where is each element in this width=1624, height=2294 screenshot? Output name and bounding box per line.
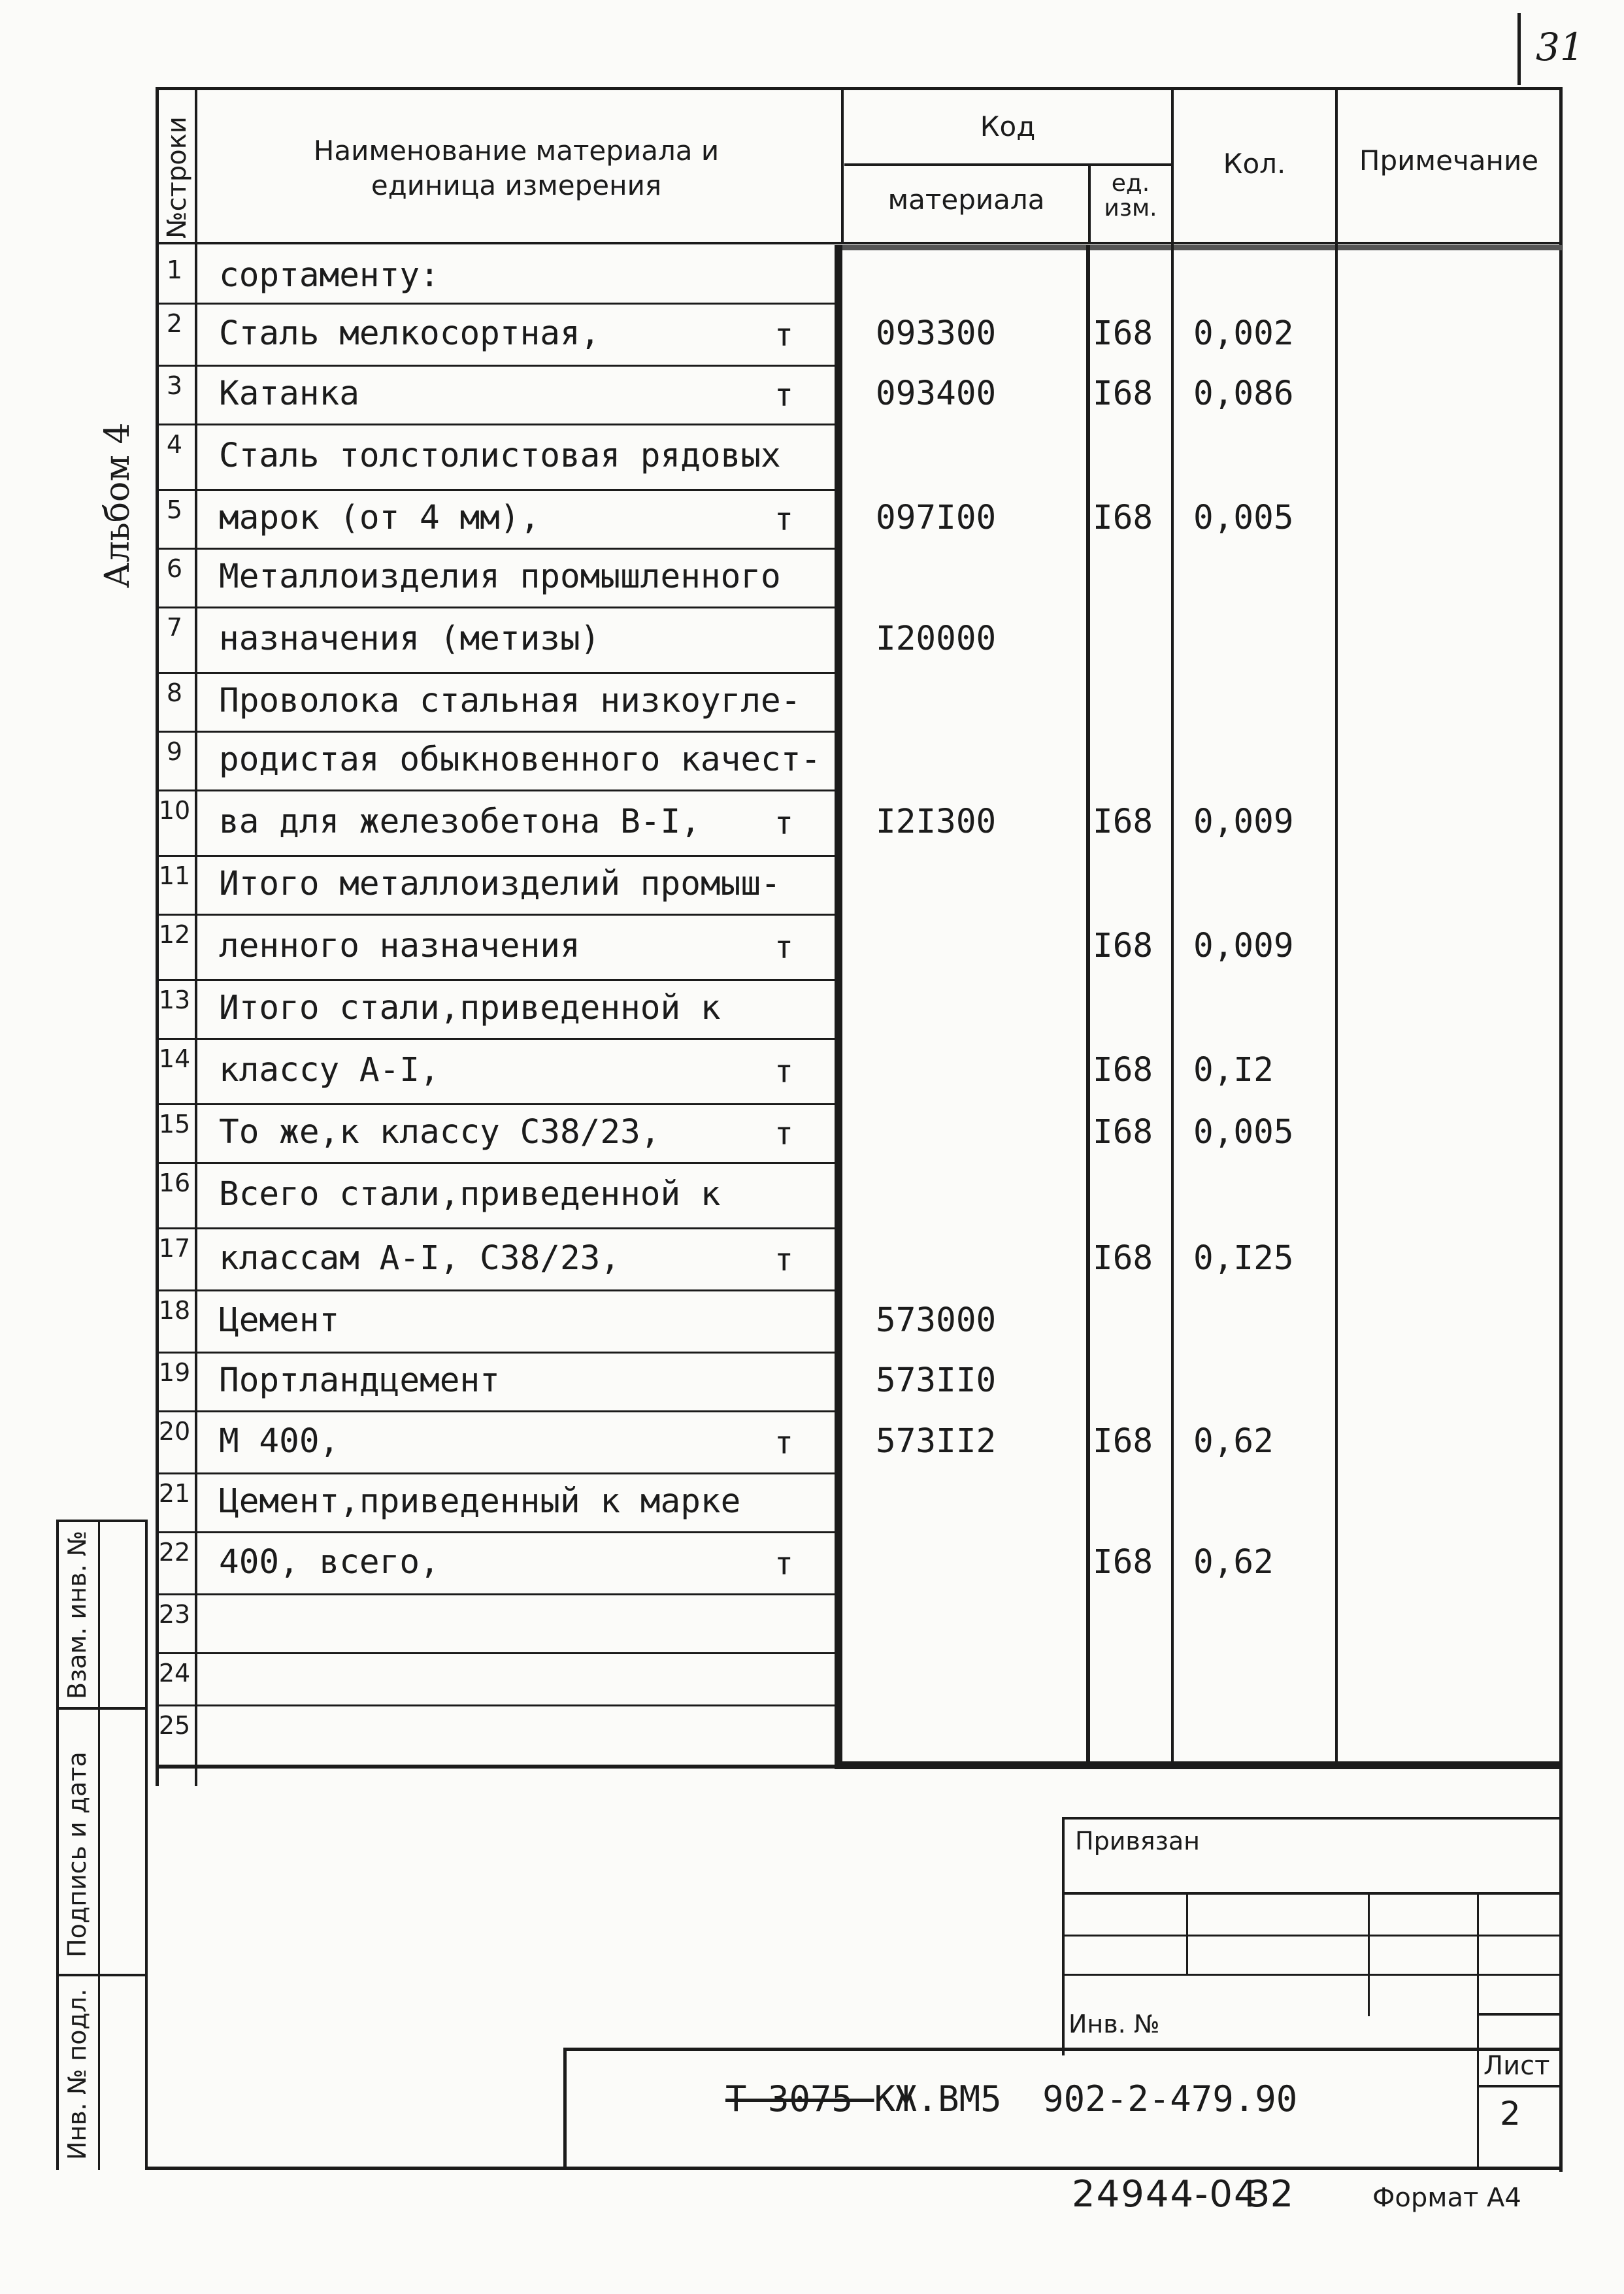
- sheet-number-top: 31: [1536, 25, 1584, 69]
- doc-number: 902-2-479.90: [1042, 2078, 1298, 2119]
- header-name: Наименование материала и единица измерения: [313, 135, 720, 201]
- row-name: Катанка: [219, 374, 359, 413]
- row-name: ва для железобетона В-I,: [219, 803, 701, 841]
- header-unit: ед. изм.: [1104, 170, 1157, 222]
- row-number: 20: [158, 1417, 191, 1446]
- header-qty: Кол.: [1223, 148, 1286, 180]
- row-divider: [156, 1472, 196, 1474]
- row-divider: [156, 548, 196, 550]
- stamp-privyazan: Привязан: [1075, 1827, 1200, 1855]
- row-code: I20000: [876, 620, 997, 658]
- row-name: Портландцемент: [219, 1361, 500, 1400]
- row-number: 19: [158, 1358, 191, 1387]
- row-divider: [195, 548, 838, 550]
- row-name: классам А-I, С38/23,: [219, 1239, 621, 1278]
- album-label: Альбом 4: [98, 422, 137, 588]
- row-number: 17: [158, 1234, 191, 1263]
- stamp-list-value: 2: [1500, 2095, 1521, 2133]
- row-name: 400, всего,: [219, 1543, 440, 1582]
- row-name: классу А-I,: [219, 1051, 440, 1089]
- row-divider: [195, 607, 838, 608]
- row-divider: [195, 790, 838, 791]
- stamp-list-label: Лист: [1483, 2051, 1550, 2081]
- row-divider: [195, 672, 838, 674]
- row-name: Итого стали,приведенной к: [219, 989, 721, 1027]
- row-divider: [156, 303, 196, 305]
- row-divider: [156, 1103, 196, 1105]
- row-number: 5: [166, 495, 183, 524]
- doc-code-struck: Т 3075: [725, 2078, 874, 2119]
- row-number: 2: [166, 309, 183, 338]
- row-number: 18: [158, 1296, 191, 1325]
- row-divider: [195, 1593, 838, 1595]
- row-divider: [195, 1038, 838, 1040]
- row-name: Цемент,приведенный к марке: [219, 1482, 741, 1521]
- side-vzam-inv: Взам. инв. №: [63, 1530, 91, 1699]
- row-qty: 0,I25: [1193, 1239, 1294, 1278]
- row-divider: [156, 1765, 196, 1767]
- row-unit-code: I68: [1093, 374, 1153, 413]
- row-name: Итого металлоизделий промыш-: [219, 865, 781, 903]
- row-code: 573II0: [876, 1361, 997, 1400]
- row-number: 8: [166, 678, 183, 707]
- row-divider: [156, 914, 196, 916]
- row-unit: т: [774, 1242, 793, 1278]
- row-name: Сталь толстолистовая рядовых: [219, 437, 781, 475]
- row-divider: [156, 1593, 196, 1595]
- row-name: марок (от 4 мм),: [219, 499, 540, 537]
- row-divider: [195, 1162, 838, 1164]
- row-number: 9: [166, 737, 183, 766]
- row-divider: [156, 979, 196, 981]
- row-divider: [195, 1531, 838, 1533]
- row-qty: 0,62: [1193, 1422, 1274, 1461]
- row-name: ленного назначения: [219, 927, 580, 965]
- row-number: 1: [166, 256, 183, 284]
- row-divider: [195, 424, 838, 425]
- row-divider: [156, 672, 196, 674]
- row-name: М 400,: [219, 1422, 340, 1461]
- row-unit-code: I68: [1093, 1051, 1153, 1089]
- row-unit: т: [774, 1054, 793, 1090]
- row-qty: 0,002: [1193, 314, 1294, 353]
- row-number: 13: [158, 986, 191, 1014]
- row-code: 093400: [876, 374, 997, 413]
- row-unit-code: I68: [1093, 1113, 1153, 1152]
- row-unit: т: [774, 377, 793, 414]
- row-number: 6: [166, 554, 183, 583]
- row-divider: [195, 1652, 838, 1654]
- row-divider: [195, 979, 838, 981]
- row-divider: [195, 731, 838, 733]
- row-code: 573II2: [876, 1422, 997, 1461]
- row-divider: [195, 1103, 838, 1105]
- row-unit: т: [774, 805, 793, 842]
- row-number: 4: [166, 430, 183, 459]
- row-unit: т: [774, 1546, 793, 1582]
- row-unit-code: I68: [1093, 803, 1153, 841]
- row-unit-code: I68: [1093, 314, 1153, 353]
- row-divider: [195, 1472, 838, 1474]
- row-divider: [195, 303, 838, 305]
- row-divider: [195, 1289, 838, 1291]
- row-code: I2I300: [876, 803, 997, 841]
- row-divider: [156, 1652, 196, 1654]
- row-divider: [156, 731, 196, 733]
- row-name: родистая обыкновенного качест-: [219, 740, 821, 779]
- archive-page: 32: [1247, 2173, 1294, 2216]
- archive-number: 24944-04: [1072, 2173, 1259, 2216]
- row-qty: 0,086: [1193, 374, 1294, 413]
- doc-code-rest: КЖ.ВМ5: [874, 2078, 1002, 2119]
- doc-code: [725, 2078, 1297, 2119]
- row-name: Металлоизделия промышленного: [219, 557, 781, 596]
- header-code: Код: [980, 110, 1036, 142]
- row-divider: [156, 790, 196, 791]
- row-code: 097I00: [876, 499, 997, 537]
- row-qty: 0,009: [1193, 803, 1294, 841]
- header-material: материала: [887, 184, 1045, 216]
- row-code: 573000: [876, 1301, 997, 1340]
- row-unit: т: [774, 1116, 793, 1152]
- row-number: 11: [158, 861, 191, 890]
- row-divider: [156, 1038, 196, 1040]
- row-divider: [195, 1227, 838, 1229]
- row-number: 22: [158, 1538, 191, 1567]
- row-divider: [156, 1352, 196, 1354]
- stamp-inv-no: Инв. №: [1069, 2010, 1160, 2038]
- row-number: 24: [158, 1659, 191, 1687]
- side-inv-podl: Инв. № подл.: [63, 1988, 91, 2160]
- row-number: 7: [166, 613, 183, 642]
- row-divider: [195, 1410, 838, 1412]
- row-unit: т: [774, 1425, 793, 1461]
- row-divider: [156, 424, 196, 425]
- row-divider: [195, 1352, 838, 1354]
- row-unit-code: I68: [1093, 1422, 1153, 1461]
- row-divider: [195, 1765, 838, 1767]
- row-divider: [195, 914, 838, 916]
- row-number: 21: [158, 1479, 191, 1508]
- row-number: 12: [158, 920, 191, 949]
- row-divider: [195, 365, 838, 367]
- format-label: Формат А4: [1372, 2183, 1521, 2213]
- row-qty: 0,009: [1193, 927, 1294, 965]
- row-number: 23: [158, 1600, 191, 1629]
- row-divider: [156, 1531, 196, 1533]
- row-code: 093300: [876, 314, 997, 353]
- row-divider: [195, 1704, 838, 1706]
- row-number: 25: [158, 1711, 191, 1740]
- row-name: То же,к классу С38/23,: [219, 1113, 661, 1152]
- row-divider: [156, 365, 196, 367]
- row-unit-code: I68: [1093, 499, 1153, 537]
- row-unit: т: [774, 317, 793, 354]
- row-name: сортаменту:: [219, 256, 440, 295]
- side-podpis-data: Подпись и дата: [63, 1752, 91, 1957]
- row-divider: [156, 1162, 196, 1164]
- row-name: Сталь мелкосортная,: [219, 314, 601, 353]
- row-number: 16: [158, 1169, 191, 1197]
- row-number: 3: [166, 371, 183, 400]
- row-qty: 0,I2: [1193, 1051, 1274, 1089]
- row-number: 15: [158, 1110, 191, 1139]
- row-qty: 0,62: [1193, 1543, 1274, 1582]
- row-divider: [195, 855, 838, 857]
- row-divider: [156, 1289, 196, 1291]
- row-divider: [156, 855, 196, 857]
- row-divider: [156, 1704, 196, 1706]
- row-name: Проволока стальная низкоугле-: [219, 682, 801, 720]
- row-divider: [195, 489, 838, 491]
- row-number: 10: [158, 796, 191, 825]
- header-note: Примечание: [1359, 144, 1539, 176]
- row-unit-code: I68: [1093, 927, 1153, 965]
- row-name: назначения (метизы): [219, 620, 601, 658]
- row-qty: 0,005: [1193, 499, 1294, 537]
- row-divider: [156, 1227, 196, 1229]
- row-divider: [156, 489, 196, 491]
- row-unit-code: I68: [1093, 1239, 1153, 1278]
- row-divider: [156, 1410, 196, 1412]
- row-name: Цемент: [219, 1301, 340, 1340]
- row-unit: т: [774, 501, 793, 538]
- row-divider: [156, 607, 196, 608]
- row-name: Всего стали,приведенной к: [219, 1175, 721, 1214]
- row-unit: т: [774, 929, 793, 966]
- row-unit-code: I68: [1093, 1543, 1153, 1582]
- row-qty: 0,005: [1193, 1113, 1294, 1152]
- row-number: 14: [158, 1044, 191, 1073]
- header-row-no: №строки: [162, 116, 192, 239]
